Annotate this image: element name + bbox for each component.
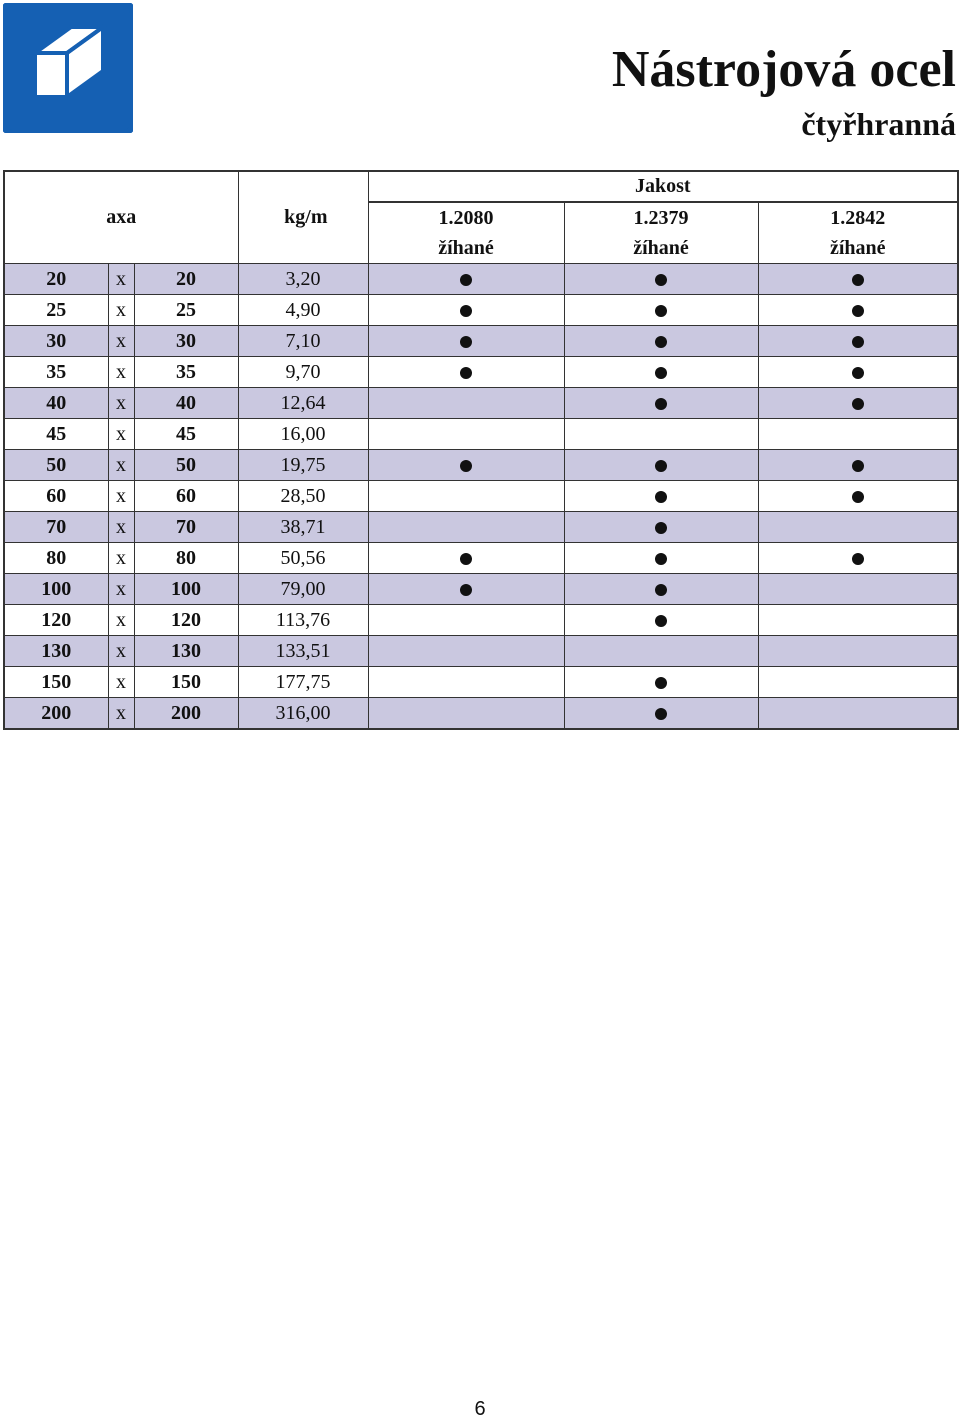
size-a: 150 [4,667,108,698]
available-dot-icon [460,460,472,472]
availability-cell [368,698,564,730]
availability-cell [564,357,758,388]
grade-state: žíhané [758,233,958,264]
availability-cell [564,419,758,450]
size-b: 130 [134,636,238,667]
availability-cell [564,667,758,698]
size-b: 200 [134,698,238,730]
availability-cell [368,326,564,357]
size-a: 50 [4,450,108,481]
availability-cell [368,450,564,481]
available-dot-icon [460,305,472,317]
availability-cell [368,512,564,543]
size-b: 35 [134,357,238,388]
availability-cell [368,295,564,326]
grade-state: žíhané [564,233,758,264]
size-b: 80 [134,543,238,574]
available-dot-icon [852,460,864,472]
size-b: 25 [134,295,238,326]
weight-value: 4,90 [238,295,368,326]
size-x: x [108,698,134,730]
table-row [4,605,958,636]
availability-cell [368,264,564,295]
weight-value: 3,20 [238,264,368,295]
availability-cell [564,295,758,326]
available-dot-icon [655,367,667,379]
availability-cell [564,574,758,605]
availability-cell [758,636,958,667]
table-row [4,388,958,419]
size-b: 45 [134,419,238,450]
weight-value: 133,51 [238,636,368,667]
size-b: 30 [134,326,238,357]
weight-value: 9,70 [238,357,368,388]
size-x: x [108,636,134,667]
steel-size-table [3,170,959,730]
available-dot-icon [852,398,864,410]
available-dot-icon [655,460,667,472]
availability-cell [758,543,958,574]
table-row [4,667,958,698]
size-x: x [108,388,134,419]
availability-cell [564,512,758,543]
size-a: 25 [4,295,108,326]
size-b: 20 [134,264,238,295]
available-dot-icon [655,615,667,627]
size-a: 80 [4,543,108,574]
available-dot-icon [460,553,472,565]
weight-value: 28,50 [238,481,368,512]
size-x: x [108,481,134,512]
availability-cell [758,667,958,698]
size-b: 150 [134,667,238,698]
grade-group-header: Jakost [368,171,958,202]
size-b: 40 [134,388,238,419]
available-dot-icon [655,584,667,596]
available-dot-icon [655,522,667,534]
size-x: x [108,512,134,543]
weight-value: 177,75 [238,667,368,698]
size-x: x [108,326,134,357]
size-b: 60 [134,481,238,512]
size-b: 70 [134,512,238,543]
size-a: 130 [4,636,108,667]
size-a: 20 [4,264,108,295]
availability-cell [758,326,958,357]
size-b: 100 [134,574,238,605]
availability-cell [758,481,958,512]
weight-value: 50,56 [238,543,368,574]
table-body [4,264,958,730]
availability-cell [564,543,758,574]
size-header: axa [4,171,238,264]
availability-cell [758,450,958,481]
size-a: 200 [4,698,108,730]
availability-cell [368,543,564,574]
steel-square-bar-icon [3,3,133,133]
availability-cell [564,481,758,512]
weight-value: 38,71 [238,512,368,543]
available-dot-icon [655,708,667,720]
page-subtitle: čtyřhranná [801,106,956,142]
available-dot-icon [460,274,472,286]
weight-value: 113,76 [238,605,368,636]
size-a: 40 [4,388,108,419]
availability-cell [758,419,958,450]
table-row [4,357,958,388]
weight-header: kg/m [238,171,368,264]
grade-code: 1.2379 [564,202,758,233]
available-dot-icon [852,553,864,565]
available-dot-icon [655,305,667,317]
grade-state: žíhané [368,233,564,264]
availability-cell [368,667,564,698]
size-x: x [108,295,134,326]
available-dot-icon [852,336,864,348]
available-dot-icon [460,367,472,379]
size-x: x [108,357,134,388]
table-row [4,326,958,357]
weight-value: 7,10 [238,326,368,357]
table-row [4,450,958,481]
availability-cell [758,388,958,419]
table-row [4,543,958,574]
availability-cell [758,264,958,295]
size-a: 120 [4,605,108,636]
available-dot-icon [852,274,864,286]
weight-value: 12,64 [238,388,368,419]
size-x: x [108,450,134,481]
page-number: 6 [474,1398,486,1420]
table-row [4,419,958,450]
table-row [4,698,958,730]
size-x: x [108,419,134,450]
available-dot-icon [852,305,864,317]
availability-cell [564,388,758,419]
size-x: x [108,605,134,636]
size-a: 45 [4,419,108,450]
availability-cell [368,636,564,667]
available-dot-icon [655,274,667,286]
availability-cell [564,636,758,667]
available-dot-icon [852,491,864,503]
availability-cell [758,605,958,636]
available-dot-icon [460,336,472,348]
weight-value: 19,75 [238,450,368,481]
weight-value: 16,00 [238,419,368,450]
availability-cell [564,326,758,357]
page-title: Nástrojová ocel [611,41,956,98]
table-row [4,512,958,543]
availability-cell [368,605,564,636]
size-a: 60 [4,481,108,512]
availability-cell [368,481,564,512]
availability-cell [758,698,958,730]
availability-cell [564,450,758,481]
available-dot-icon [655,398,667,410]
table-row [4,481,958,512]
size-x: x [108,574,134,605]
size-a: 30 [4,326,108,357]
availability-cell [368,388,564,419]
availability-cell [564,605,758,636]
available-dot-icon [460,584,472,596]
size-x: x [108,264,134,295]
availability-cell [564,264,758,295]
availability-cell [564,698,758,730]
available-dot-icon [655,677,667,689]
grade-code: 1.2842 [758,202,958,233]
size-b: 120 [134,605,238,636]
availability-cell [368,357,564,388]
availability-cell [758,512,958,543]
size-x: x [108,667,134,698]
available-dot-icon [655,491,667,503]
grade-code: 1.2080 [368,202,564,233]
availability-cell [368,574,564,605]
weight-value: 316,00 [238,698,368,730]
available-dot-icon [655,553,667,565]
size-a: 70 [4,512,108,543]
available-dot-icon [852,367,864,379]
availability-cell [758,357,958,388]
availability-cell [758,574,958,605]
size-x: x [108,543,134,574]
availability-cell [758,295,958,326]
table-row [4,574,958,605]
table-row [4,264,958,295]
size-b: 50 [134,450,238,481]
weight-value: 79,00 [238,574,368,605]
table-row [4,295,958,326]
available-dot-icon [655,336,667,348]
table-row [4,636,958,667]
size-a: 35 [4,357,108,388]
size-a: 100 [4,574,108,605]
availability-cell [368,419,564,450]
